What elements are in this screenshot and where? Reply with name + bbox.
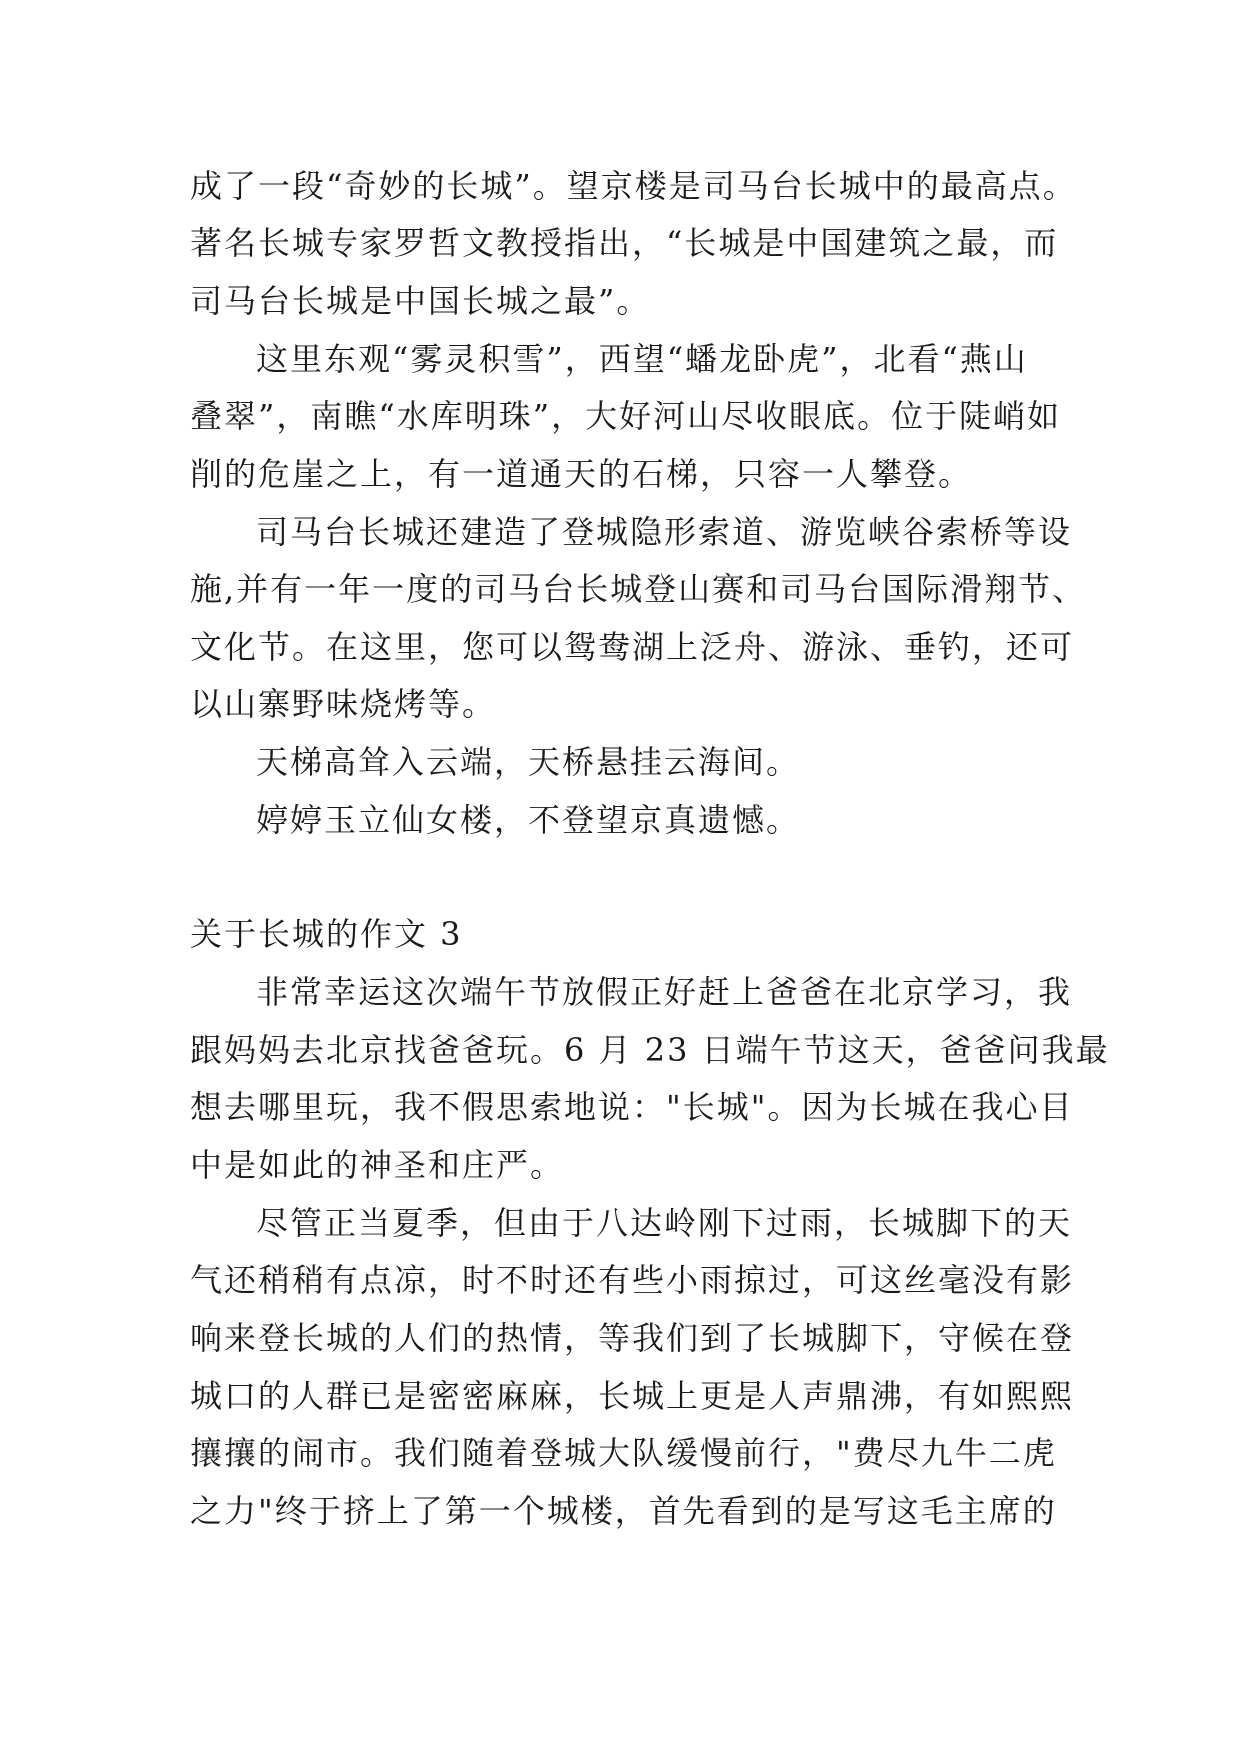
text-line: 城口的人群已是密密麻麻，长城上更是人声鼎沸，有如熙熙 — [190, 1377, 1075, 1415]
text-line: 以山寨野味烧烤等。 — [190, 685, 497, 723]
poem-line: 天梯高耸入云端，天桥悬挂云海间。 — [256, 743, 801, 781]
text-line: 成了一段“奇妙的长城”。望京楼是司马台长城中的最高点。 — [190, 167, 1077, 205]
text-line: 著名长城专家罗哲文教授指出，“长城是中国建筑之最，而 — [190, 224, 1059, 262]
text-line: 施,并有一年一度的司马台长城登山赛和司马台国际滑翔节、 — [190, 570, 1087, 608]
text-line: 司马台长城还建造了登城隐形索道、游览峡谷索桥等设 — [256, 513, 1073, 551]
text-line: 叠翠”，南瞧“水库明珠”，大好河山尽收眼底。位于陡峭如 — [190, 397, 1062, 435]
text-line: 中是如此的神圣和庄严。 — [190, 1146, 565, 1184]
text-line: 削的危崖之上，有一道通天的石梯，只容一人攀登。 — [190, 455, 973, 493]
text-line: 气还稍稍有点凉，时不时还有些小雨掠过，可这丝毫没有影 — [190, 1261, 1075, 1299]
poem-line: 婷婷玉立仙女楼，不登望京真遗憾。 — [256, 801, 801, 839]
text-line: 司马台长城是中国长城之最”。 — [190, 282, 651, 320]
text-line: 跟妈妈去北京找爸爸玩。6 月 23 日端午节这天，爸爸问我最 — [190, 1031, 1110, 1069]
text-line: 这里东观“雾灵积雪”，西望“蟠龙卧虎”，北看“燕山 — [256, 340, 1028, 378]
text-line: 尽管正当夏季，但由于八达岭刚下过雨，长城脚下的天 — [256, 1204, 1073, 1242]
text-line: 响来登长城的人们的热情，等我们到了长城脚下，守候在登 — [190, 1319, 1075, 1357]
text-line: 非常幸运这次端午节放假正好赶上爸爸在北京学习，我 — [256, 973, 1073, 1011]
section-heading: 关于长城的作文 3 — [190, 915, 463, 953]
text-line: 攘攘的闹市。我们随着登城大队缓慢前行，"费尽九牛二虎 — [190, 1434, 1057, 1472]
text-line: 想去哪里玩，我不假思索地说："长城"。因为长城在我心目 — [190, 1088, 1074, 1126]
text-line: 之力"终于挤上了第一个城楼，首先看到的是写这毛主席的 — [190, 1492, 1057, 1530]
text-line: 文化节。在这里，您可以鸳鸯湖上泛舟、游泳、垂钓，还可 — [190, 628, 1075, 666]
